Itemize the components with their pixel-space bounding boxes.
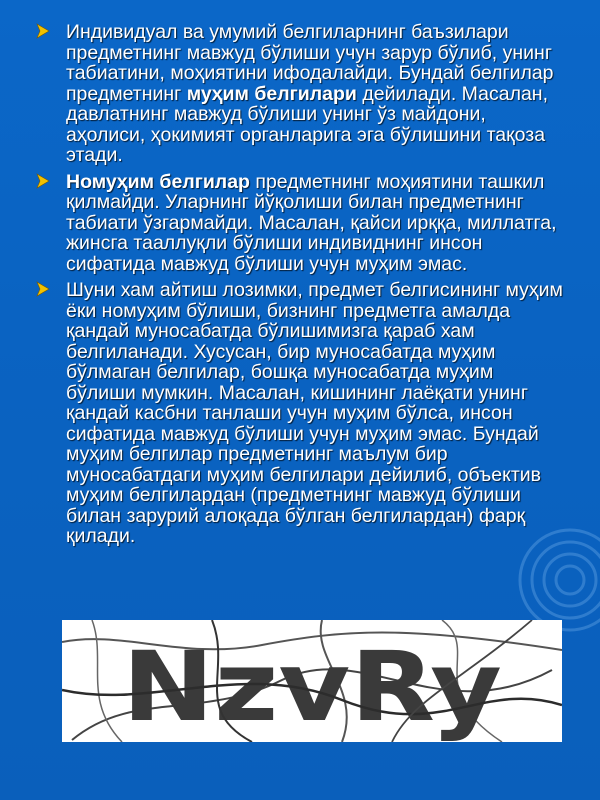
bullet-text-1-bold: муҳим белгилари <box>186 82 357 105</box>
captcha-graphic <box>62 620 562 742</box>
arrow-bullet-icon <box>36 173 50 189</box>
arrow-bullet-icon <box>36 23 50 39</box>
bullet-text-1b: дейилади. Масалан, давлатнинг мавжуд бўлиши унинг ўз майдони, аҳолиси, ҳокимият органларига эга бўлишини тақоза этади. <box>66 82 548 166</box>
bullet-item-relative-features <box>36 280 566 547</box>
bullet-text-3a: Шуни хам айтиш лозимки, предмет белгисининг муҳим ёки номуҳим бўлиши, бизнинг предметга амалда қандай муносабатда бўлишимизга қараб хам белгиланади. Хусусан, бир муносабатда муҳим бўлмаган белгилар, бошқа муносабатда муҳим бўлиши мумкин. Масалан, кишининг лаёқати унинг қандай касбни танлаши учун муҳим бўлса, инсон сифатида мавжуд бўлиши учун муҳим эмас. Бундай муҳим белгилар предметнинг маълум бир муносабатдаги муҳим белгилари дейилиб, объектив муҳим белгилардан (предметнинг мавжуд бўлиши билан зарурий алоқада бўлган белгилардан) фарқ қилади. <box>66 279 563 547</box>
bullet-text-2-bold: Номуҳим белгилар <box>66 170 250 193</box>
bullet-list <box>36 22 566 553</box>
captcha-image <box>62 620 562 742</box>
arrow-bullet-icon <box>36 281 50 297</box>
captcha-text: NzvRy <box>122 631 502 742</box>
bullet-text-2a: предметнинг моҳиятини ташкил қилмайди. Уларнинг йўқолиши билан предметнинг табиати ўзгармайди. Масалан, қайси ирққа, миллатга, жинсга тааллуқли бўлиши индивиднинг инсон сифатида мавжуд бўлиши учун муҳим эмас. <box>66 170 557 275</box>
bullet-item-essential-features <box>36 22 566 166</box>
bullet-item-nonessential-features <box>36 172 566 275</box>
bullet-text-1a: Индивидуал ва умумий белгиларнинг баъзилари предметнинг мавжуд бўлиши учун зарур бўлиб, унинг табиатини, моҳиятини ифодалайди. Бундай белгилар предметнинг <box>66 21 554 105</box>
